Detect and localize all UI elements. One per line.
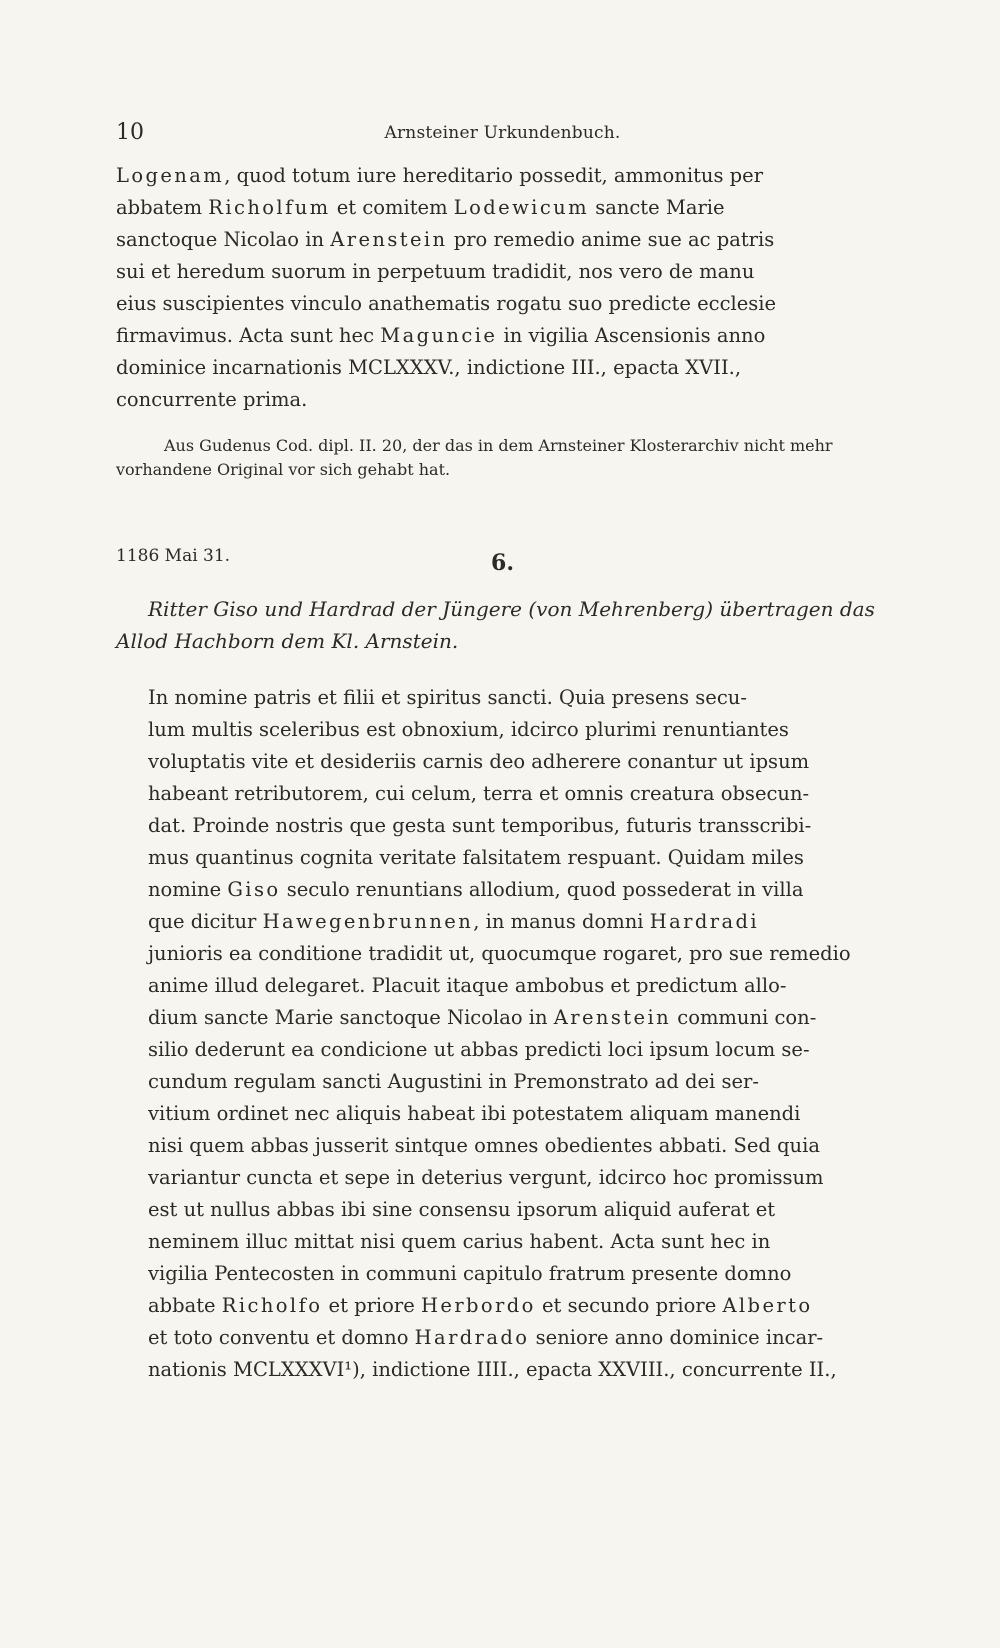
text-line: neminem illuc mittat nisi quem carius habent. Acta sunt hec in (148, 1230, 771, 1253)
page-number: 10 (116, 120, 144, 145)
person-name: Richolfum (208, 196, 331, 219)
document-regest: Ritter Giso und Hardrad der Jüngere (von Mehrenberg) übertragen das Allod Hachborn dem Kl. Arnstein. (116, 597, 875, 653)
text-line: abbate Richolfo et priore Herbordo et secundo priore Alberto (148, 1294, 813, 1317)
place-name: Arenstein (553, 1006, 672, 1029)
document-heading (116, 546, 889, 586)
text-line: dat. Proinde nostris que gesta sunt temporibus, futuris transscribi- (148, 814, 812, 837)
book-page (116, 120, 889, 1386)
person-name: Alberto (722, 1294, 813, 1317)
text-line: silio dederunt ea condicione ut abbas predicti loci ipsum locum se- (148, 1038, 810, 1061)
text-line: Logenam, quod totum iure hereditario possedit, ammonitus per (116, 164, 764, 187)
person-name: Lodewicum (453, 196, 589, 219)
text-line: In nomine patris et filii et spiritus sancti. Quia presens secu- (148, 686, 747, 709)
running-head (116, 120, 889, 160)
previous-document-paragraph (116, 160, 889, 416)
text-line: firmavimus. Acta sunt hec Maguncie in vigilia Ascensionis anno (116, 324, 766, 347)
source-note: Aus Gudenus Cod. dipl. II. 20, der das in dem Arnsteiner Klosterarchiv nicht mehr vorhandene Original vor sich gehabt hat. (116, 436, 833, 479)
text-line: nisi quem abbas jusserit sintque omnes obedientes abbati. Sed quia (148, 1134, 820, 1157)
text-line: mus quantinus cognita veritate falsitatem respuant. Quidam miles (148, 846, 804, 869)
place-name: Arenstein (330, 228, 448, 251)
text-line: habeant retributorem, cui celum, terra et omnis creatura obsecun- (148, 782, 810, 805)
text-line: variantur cuncta et sepe in deterius vergunt, idcirco hoc promissum (148, 1166, 824, 1189)
text-line: cundum regulam sancti Augustini in Premonstrato ad dei ser- (148, 1070, 759, 1093)
charter-text (116, 682, 889, 1386)
person-name: Herbordo (420, 1294, 536, 1317)
document-date: 1186 Mai 31. (116, 546, 231, 566)
text-line: et toto conventu et domno Hardrado seniore anno dominice incar- (148, 1326, 824, 1349)
text-line: lum multis sceleribus est obnoxium, idcirco plurimi renuntiantes (148, 718, 789, 741)
text-line: nomine Giso seculo renuntians allodium, quod possederat in villa (148, 878, 804, 901)
text-line: eius suscipientes vinculo anathematis rogatu suo predicte ecclesie (116, 292, 777, 315)
text-line: anime illud delegaret. Placuit itaque ambobus et predictum allo- (148, 974, 787, 997)
person-name: Giso (227, 878, 281, 901)
text-line: dium sancte Marie sanctoque Nicolao in Arenstein communi con- (148, 1006, 817, 1029)
text-line: vigilia Pentecosten in communi capitulo fratrum presente domno (148, 1262, 792, 1285)
text-line: que dicitur Hawegenbrunnen, in manus domni Hardradi (148, 910, 760, 933)
text-line: abbatem Richolfum et comitem Lodewicum sancte Marie (116, 196, 725, 219)
document-number: 6. (491, 550, 514, 576)
place-name: Logenam (116, 164, 225, 187)
text-line: est ut nullus abbas ibi sine consensu ipsorum aliquid auferat et (148, 1198, 776, 1221)
place-name: Maguncie (380, 324, 498, 347)
text-line: nationis MCLXXXVI¹), indictione IIII., epacta XXVIII., concurrente II., (148, 1358, 837, 1381)
text-line: sanctoque Nicolao in Arenstein pro remedio anime sue ac patris (116, 228, 775, 251)
person-name: Hardradi (649, 910, 760, 933)
person-name: Hardrado (414, 1326, 530, 1349)
place-name: Hawegenbrunnen (262, 910, 474, 933)
text-line: sui et heredum suorum in perpetuum tradidit, nos vero de manu (116, 260, 755, 283)
book-title: Arnsteiner Urkundenbuch. (384, 123, 621, 143)
text-line: dominice incarnationis MCLXXXV., indictione III., epacta XVII., (116, 356, 742, 379)
text-line: vitium ordinet nec aliquis habeat ibi potestatem aliquam manendi (148, 1102, 801, 1125)
text-line: concurrente prima. (116, 388, 308, 411)
text-line: junioris ea conditione tradidit ut, quocumque rogaret, pro sue remedio (148, 942, 851, 965)
text-line: voluptatis vite et desideriis carnis deo adherere conantur ut ipsum (148, 750, 810, 773)
person-name: Richolfo (221, 1294, 323, 1317)
